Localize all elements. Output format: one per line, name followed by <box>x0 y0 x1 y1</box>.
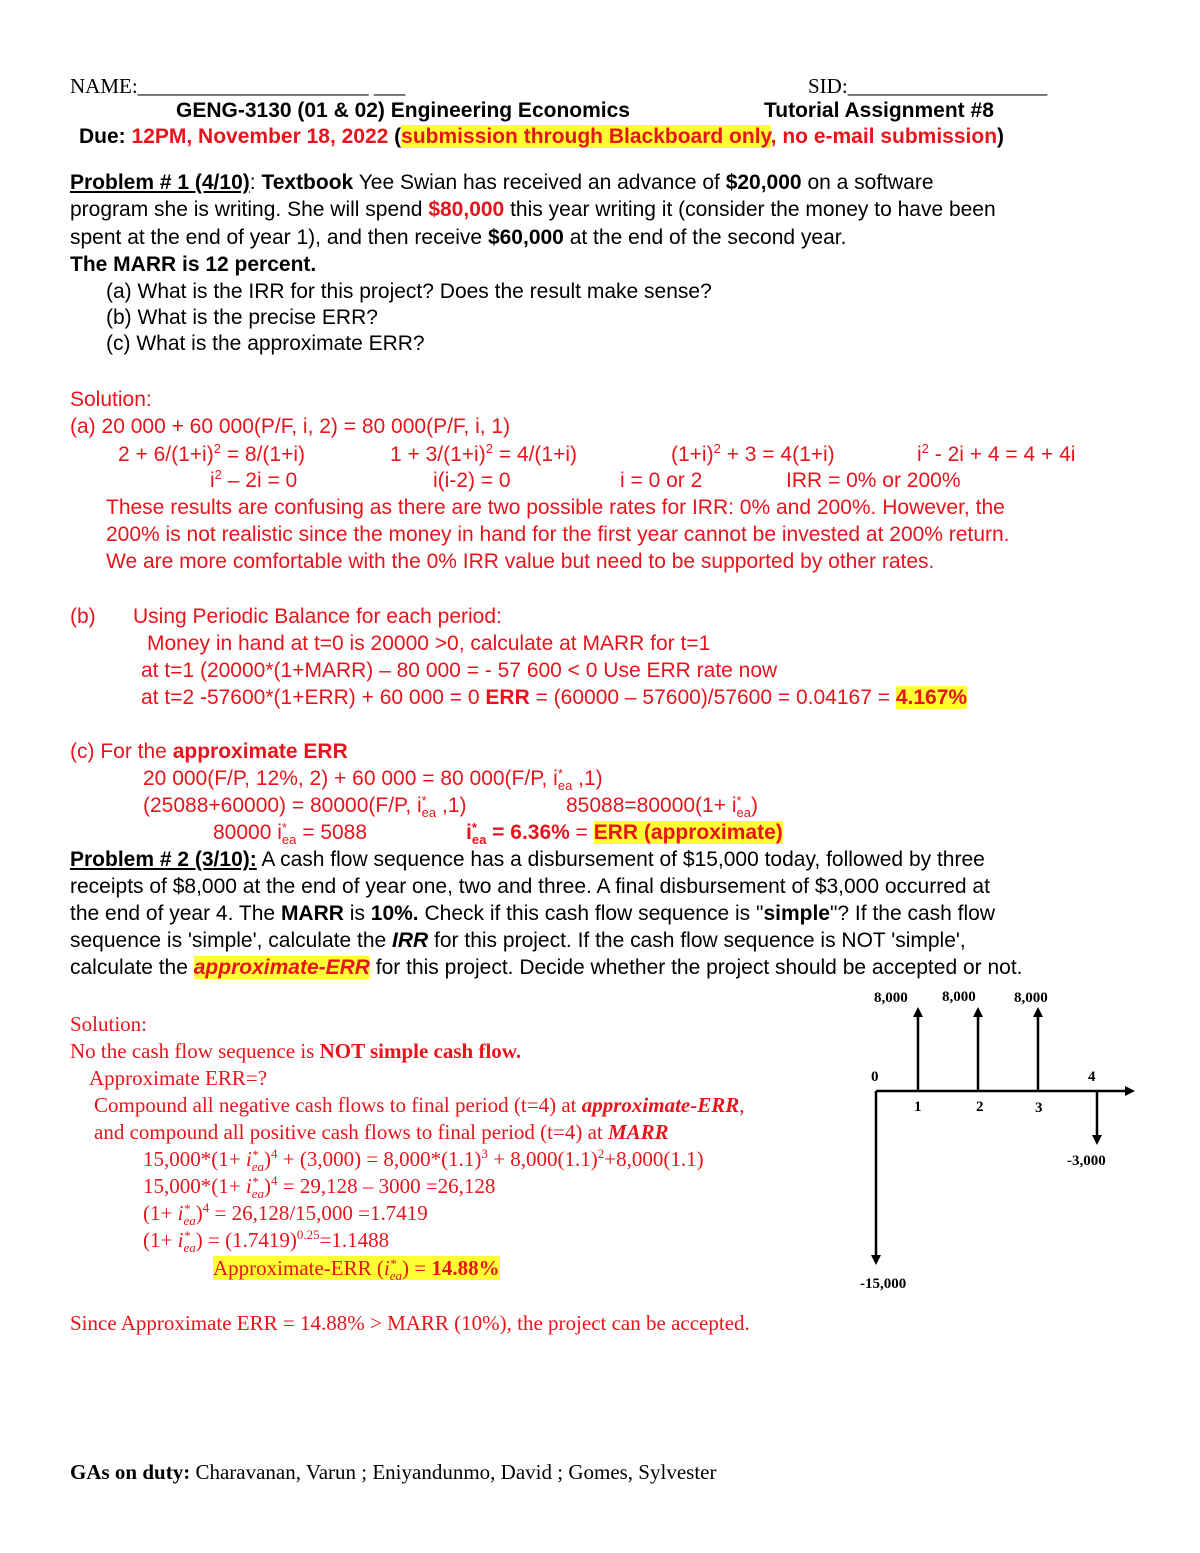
marr-statement: The MARR is 12 percent. <box>70 253 317 276</box>
text: for this project. If the cash flow sequence is NOT 'simple', <box>428 929 966 952</box>
no-email-note: , no e-mail submission <box>770 125 998 148</box>
i-symbol: i <box>177 1201 184 1225</box>
receipt-label-2: 8,000 <box>942 989 976 1005</box>
subscript: ea <box>557 777 573 793</box>
part-a-equation <box>70 415 510 439</box>
eq-part: = 29,128 – 3000 =26,128 <box>277 1174 496 1198</box>
text: "? If the cash flow <box>829 902 996 925</box>
eq-part: ) = <box>402 1256 432 1280</box>
paren: ) <box>997 125 1005 148</box>
part-c-title <box>70 740 348 764</box>
advance-amount: $20,000 <box>725 171 802 194</box>
part-a-step2 <box>390 443 577 467</box>
cash-flow-diagram <box>860 980 1150 1300</box>
approx-err-word: approximate-ERR <box>581 1093 740 1117</box>
solution2-eq3 <box>143 1201 428 1226</box>
text: calculate the <box>70 956 194 979</box>
part-a-note1: These results are confusing as there are two possible rates for IRR: 0% and 200%. However, the <box>106 496 1005 519</box>
text: Yee Swian has received an advance of <box>358 171 726 194</box>
err-label: ERR <box>485 686 530 709</box>
solution2-result <box>213 1256 500 1281</box>
solution2-line2: Approximate ERR=? <box>89 1066 268 1090</box>
i-symbol: i <box>245 1147 252 1171</box>
i-symbol: i <box>383 1256 390 1280</box>
due-label: Due: <box>79 125 126 148</box>
part-label: (c) For the <box>70 740 173 763</box>
subscript: ea <box>736 804 751 820</box>
text: , <box>739 1093 745 1117</box>
assignment-title: Tutorial Assignment #8 <box>764 99 994 122</box>
part-a-step3 <box>671 443 835 467</box>
eq-part: - 2i + 4 = 4 + 4i <box>928 443 1076 466</box>
star: * <box>557 766 563 782</box>
subscript: ea <box>183 1239 196 1255</box>
exponent: 0.25 <box>296 1227 320 1242</box>
subscript: ea <box>281 831 297 847</box>
problem1-source: Textbook <box>261 171 354 194</box>
part-c-line2b <box>566 794 758 818</box>
receipt-label-3: 8,000 <box>1014 990 1048 1006</box>
i-symbol: i <box>177 1228 184 1252</box>
due-line <box>79 125 1004 149</box>
eq-part: = 4/(1+i) <box>492 443 578 466</box>
part-a-step1 <box>118 443 305 467</box>
exponent: 2 <box>597 1146 605 1161</box>
text: spent at the end of year 1), and then receive <box>70 226 488 249</box>
part-a-step6: i(i-2) = 0 <box>433 469 511 492</box>
eq-part: (25088+60000) = 80000(F/P, i <box>143 794 422 817</box>
subscript: ea <box>471 831 487 847</box>
eq-part: + 8,000(1.1) <box>487 1147 598 1171</box>
equation: 20 000 + 60 000(P/F, i, 2) = 80 000(P/F, i, 1) <box>101 415 511 438</box>
spend-amount: $80,000 <box>428 198 505 221</box>
solution2-eq2 <box>143 1174 495 1199</box>
eq-part: i <box>917 443 922 466</box>
exponent: 2 <box>921 441 929 456</box>
solution1-label: Solution: <box>70 388 152 411</box>
part-a-note3: We are more comfortable with the 0% IRR value but need to be supported by other rates. <box>106 550 935 573</box>
solution2-line1 <box>70 1039 521 1064</box>
exponent: 4 <box>270 1146 278 1161</box>
eq-part: 1 + 3/(1+i) <box>390 443 486 466</box>
problem1-line2 <box>70 198 996 222</box>
part-c-bold: approximate ERR <box>172 740 348 763</box>
simple-word: simple <box>763 902 830 925</box>
irr-word: IRR <box>392 929 429 952</box>
problem2-line4 <box>70 929 966 953</box>
part-b-line2: at t=1 (20000*(1+MARR) – 80 000 = - 57 600 < 0 Use ERR rate now <box>141 659 778 682</box>
part-b-line1: Money in hand at t=0 is 20000 >0, calculate at MARR for t=1 <box>147 632 711 655</box>
text: on a software <box>801 171 934 194</box>
star: * <box>281 820 287 836</box>
text: program she is writing. She will spend <box>70 198 429 221</box>
subscript: ea <box>421 804 437 820</box>
part-c-line2 <box>143 794 467 818</box>
conclusion: Since Approximate ERR = 14.88% > MARR (10%), the project can be accepted. <box>70 1311 750 1335</box>
star: * <box>251 1147 259 1163</box>
time-label-0: 0 <box>871 1069 879 1085</box>
part-a-step4 <box>917 443 1075 467</box>
exponent: 3 <box>481 1146 488 1161</box>
eq-part: + 3 = 4(1+i) <box>720 443 835 466</box>
eq-part: 20 000(F/P, 12%, 2) + 60 000 = 80 000(F/P, i <box>143 767 558 790</box>
exponent: 4 <box>202 1200 210 1215</box>
exponent: 2 <box>213 441 221 456</box>
disbursement-label-4: -3,000 <box>1067 1153 1106 1169</box>
receipt-label-1: 8,000 <box>874 990 908 1006</box>
marr-value: 10%. <box>370 902 419 925</box>
text: is <box>343 902 371 925</box>
sid-line: ___________________ <box>847 74 1048 98</box>
text: sequence is 'simple', calculate the <box>70 929 393 952</box>
eq-part: – 2i = 0 <box>221 469 298 492</box>
exponent: 4 <box>270 1173 278 1188</box>
eq-part: (1+ <box>143 1201 178 1225</box>
part-a-step7: i = 0 or 2 <box>620 469 703 492</box>
solution2-line4 <box>94 1120 669 1145</box>
eq-part: (1+i) <box>671 443 714 466</box>
name-field <box>70 74 405 99</box>
star: * <box>183 1201 190 1217</box>
not-simple: NOT simple cash flow. <box>319 1039 522 1063</box>
approx-err-word: approximate-ERR <box>193 956 370 979</box>
solution2-eq1 <box>143 1147 704 1172</box>
eq-part: = 8/(1+i) <box>220 443 306 466</box>
eq-part: 85088=80000(1+ i <box>566 794 737 817</box>
name-label: NAME: <box>70 74 138 98</box>
eq-part: =1.1488 <box>319 1228 390 1252</box>
part-a-step5 <box>210 469 297 493</box>
eq-part: ) <box>263 1147 271 1171</box>
subscript: ea <box>389 1267 403 1283</box>
eq-part: = <box>569 821 594 844</box>
part-a-note2: 200% is not realistic since the money in hand for the first year cannot be invested at 200% return. <box>106 523 1010 546</box>
eq-part: 80000 i <box>213 821 282 844</box>
due-date: 12PM, November 18, 2022 <box>131 125 389 148</box>
text: and compound all positive cash flows to final period (t=4) at <box>94 1120 608 1144</box>
text: Check if this cash flow sequence is " <box>418 902 764 925</box>
question-b: (b) What is the precise ERR? <box>106 306 378 329</box>
solution2-eq4 <box>143 1228 389 1253</box>
star: * <box>389 1256 397 1272</box>
subscript: ea <box>251 1158 264 1174</box>
sid-field <box>808 74 1047 99</box>
time-label-2: 2 <box>976 1099 984 1115</box>
eq-part: ) <box>750 794 758 817</box>
problem1-line1 <box>70 171 934 195</box>
eq-part: Approximate-ERR ( <box>213 1256 384 1280</box>
subscript: ea <box>251 1185 264 1201</box>
exponent: 2 <box>485 441 493 456</box>
name-line: ______________________ ___ <box>137 74 406 98</box>
eq-part: (1+ <box>143 1228 178 1252</box>
eq-part: = (60000 – 57600)/57600 = 0.04167 = <box>529 686 896 709</box>
eq-part: 15,000*(1+ <box>143 1147 246 1171</box>
eq-part: 15,000*(1+ <box>143 1174 246 1198</box>
sid-label: SID: <box>808 74 848 98</box>
disbursement-label-0: -15,000 <box>860 1276 907 1292</box>
eq-part: ) <box>263 1174 271 1198</box>
eq-part: ,1) <box>572 767 603 790</box>
part-b-title: Using Periodic Balance for each period: <box>133 605 502 628</box>
problem2-line2: receipts of $8,000 at the end of year one, two and three. A final disbursement of $3,000 occurred at <box>70 875 990 898</box>
eq-part: at t=2 -57600*(1+ERR) + 60 000 = 0 <box>141 686 486 709</box>
text: the end of year 4. The <box>70 902 281 925</box>
eq-part: +8,000(1.1) <box>604 1147 704 1171</box>
colon: : <box>249 171 256 194</box>
text: No the cash flow sequence is <box>70 1039 320 1063</box>
text: at the end of the second year. <box>563 226 847 249</box>
approx-err-result: 14.88% <box>431 1256 500 1280</box>
star: * <box>471 820 477 836</box>
text: this year writing it (consider the money to have been <box>504 198 996 221</box>
text: for this project. Decide whether the project should be accepted or not. <box>369 956 1023 979</box>
problem1-title: Problem # 1 (4/10) <box>70 171 250 194</box>
footer-label: GAs on duty: <box>70 1460 191 1484</box>
time-label-4: 4 <box>1088 1069 1096 1085</box>
part-c-result <box>466 821 783 845</box>
part-label: (a) <box>70 415 96 438</box>
solution2-label: Solution: <box>70 1012 148 1036</box>
eq-part: = 5088 <box>296 821 368 844</box>
part-a-irr-result: IRR = 0% or 200% <box>786 469 961 492</box>
eq-part: i <box>210 469 215 492</box>
text: A cash flow sequence has a disbursement of $15,000 today, followed by three <box>261 848 985 871</box>
part-b-label: (b) <box>70 605 96 628</box>
part-c-line1 <box>143 767 603 791</box>
exponent: 2 <box>214 467 222 482</box>
paren: ( <box>394 125 402 148</box>
part-c-line3 <box>213 821 367 845</box>
problem2-line1 <box>70 848 985 872</box>
i-symbol: i <box>245 1174 252 1198</box>
course-title: GENG-3130 (01 & 02) Engineering Economics <box>176 99 630 122</box>
problem2-line5 <box>70 956 1023 980</box>
time-label-3: 3 <box>1035 1100 1043 1116</box>
footer-names: Charavanan, Varun ; Eniyandunmo, David ; Gomes, Sylvester <box>190 1460 717 1484</box>
err-result: 4.167% <box>895 686 968 709</box>
result-value: = 6.36% <box>486 821 570 844</box>
part-b-line3 <box>141 686 967 710</box>
eq-part: ) <box>195 1201 203 1225</box>
star: * <box>251 1174 259 1190</box>
star: * <box>736 793 742 809</box>
star: * <box>421 793 427 809</box>
submission-note: submission through Blackboard only <box>401 125 771 148</box>
err-approx-result: ERR (approximate) <box>593 821 783 844</box>
star: * <box>183 1228 190 1244</box>
text: Compound all negative cash flows to final period (t=4) at <box>94 1093 582 1117</box>
problem1-line3 <box>70 226 846 250</box>
footer-ta-list <box>70 1460 716 1485</box>
problem2-title: Problem # 2 (3/10): <box>70 848 257 871</box>
subscript: ea <box>183 1212 196 1228</box>
eq-part: = 26,128/15,000 =1.7419 <box>209 1201 428 1225</box>
solution2-line3 <box>94 1093 745 1118</box>
eq-part: + (3,000) = 8,000*(1.1) <box>277 1147 482 1171</box>
eq-part: ) = (1.7419) <box>195 1228 297 1252</box>
question-a: (a) What is the IRR for this project? Does the result make sense? <box>106 280 712 303</box>
eq-part: ,1) <box>436 794 467 817</box>
problem2-line3 <box>70 902 995 926</box>
time-label-1: 1 <box>914 1099 922 1115</box>
exponent: 2 <box>713 441 721 456</box>
eq-part: 2 + 6/(1+i) <box>118 443 214 466</box>
eq-part: i <box>466 821 472 844</box>
marr-word: MARR <box>280 902 344 925</box>
receive-amount: $60,000 <box>487 226 564 249</box>
marr-word: MARR <box>607 1120 669 1144</box>
question-c: (c) What is the approximate ERR? <box>106 332 425 355</box>
